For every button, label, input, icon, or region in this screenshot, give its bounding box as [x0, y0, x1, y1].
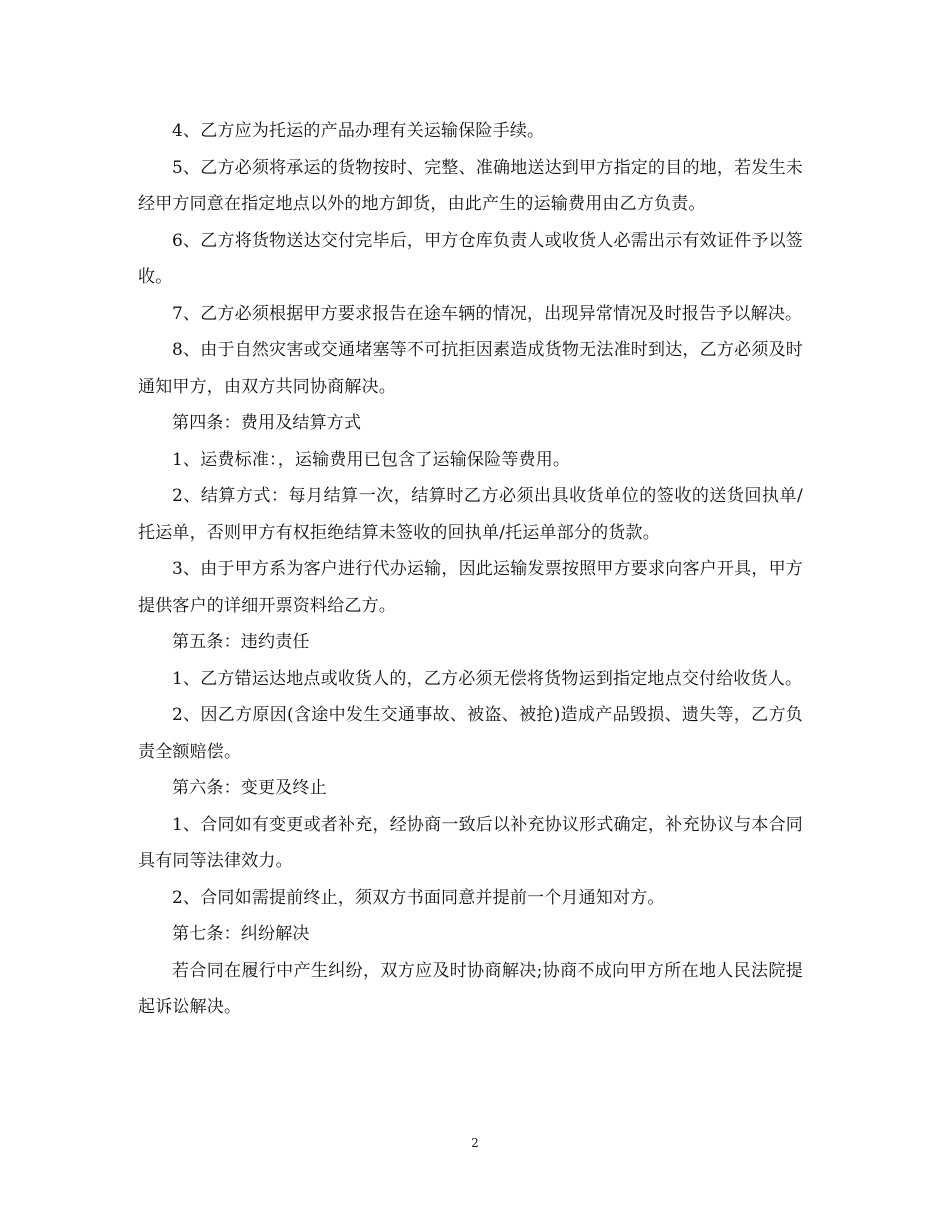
- clause-3-item-4: 4、乙方应为托运的产品办理有关运输保险手续。: [172, 121, 545, 141]
- clause-3-item-6: 6、乙方将货物送达交付完毕后，甲方仓库负责人或收货人必需出示有效证件予以签收。: [138, 230, 803, 287]
- clause-6-item-1: 1、合同如有变更或者补充，经协商一致后以补充协议形式确定，补充协议与本合同具有同等法律效力。: [138, 814, 803, 871]
- clause-4-item-2: 2、结算方式：每月结算一次，结算时乙方必须出具收货单位的签收的送货回执单/托运单，否则甲方有权拒绝结算未签收的回执单/托运单部分的货款。: [138, 486, 803, 543]
- clause-4-item-3: 3、由于甲方系为客户进行代办运输，因此运输发票按照甲方要求向客户开具，甲方提供客户的详细开票资料给乙方。: [138, 559, 803, 616]
- clause-6-item-2: 2、合同如需提前终止，须双方书面同意并提前一个月通知对方。: [172, 887, 665, 908]
- clause-4-heading: 第四条：费用及结算方式: [172, 413, 362, 433]
- clause-3-item-8: 8、由于自然灾害或交通堵塞等不可抗拒因素造成货物无法准时到达，乙方必须及时通知甲方，由双方共同协商解决。: [138, 340, 803, 397]
- clause-6-heading: 第六条：变更及终止: [172, 778, 327, 798]
- clause-3-item-7: 7、乙方必须根据甲方要求报告在途车辆的情况，出现异常情况及时报告予以解决。: [172, 303, 803, 324]
- document-body: [138, 113, 803, 1026]
- clause-5-item-1: 1、乙方错运达地点或收货人的，乙方必须无偿将货物运到指定地点交付给收货人。: [172, 668, 803, 689]
- clause-5-item-2: 2、因乙方原因(含途中发生交通事故、被盗、被抢)造成产品毁损、遗失等，乙方负责全额赔偿。: [138, 705, 803, 762]
- clause-5-heading: 第五条：违约责任: [172, 632, 310, 652]
- clause-7-body: 若合同在履行中产生纠纷，双方应及时协商解决;协商不成向甲方所在地人民法院提起诉讼解决。: [138, 960, 803, 1017]
- clause-7-heading: 第七条：纠纷解决: [172, 924, 310, 944]
- clause-3-item-5: 5、乙方必须将承运的货物按时、完整、准确地送达到甲方指定的目的地，若发生未经甲方同意在指定地点以外的地方卸货，由此产生的运输费用由乙方负责。: [138, 157, 803, 214]
- page-number: 2: [471, 1136, 479, 1150]
- clause-4-item-1: 1、运费标准：，运输费用已包含了运输保险等费用。: [172, 449, 571, 470]
